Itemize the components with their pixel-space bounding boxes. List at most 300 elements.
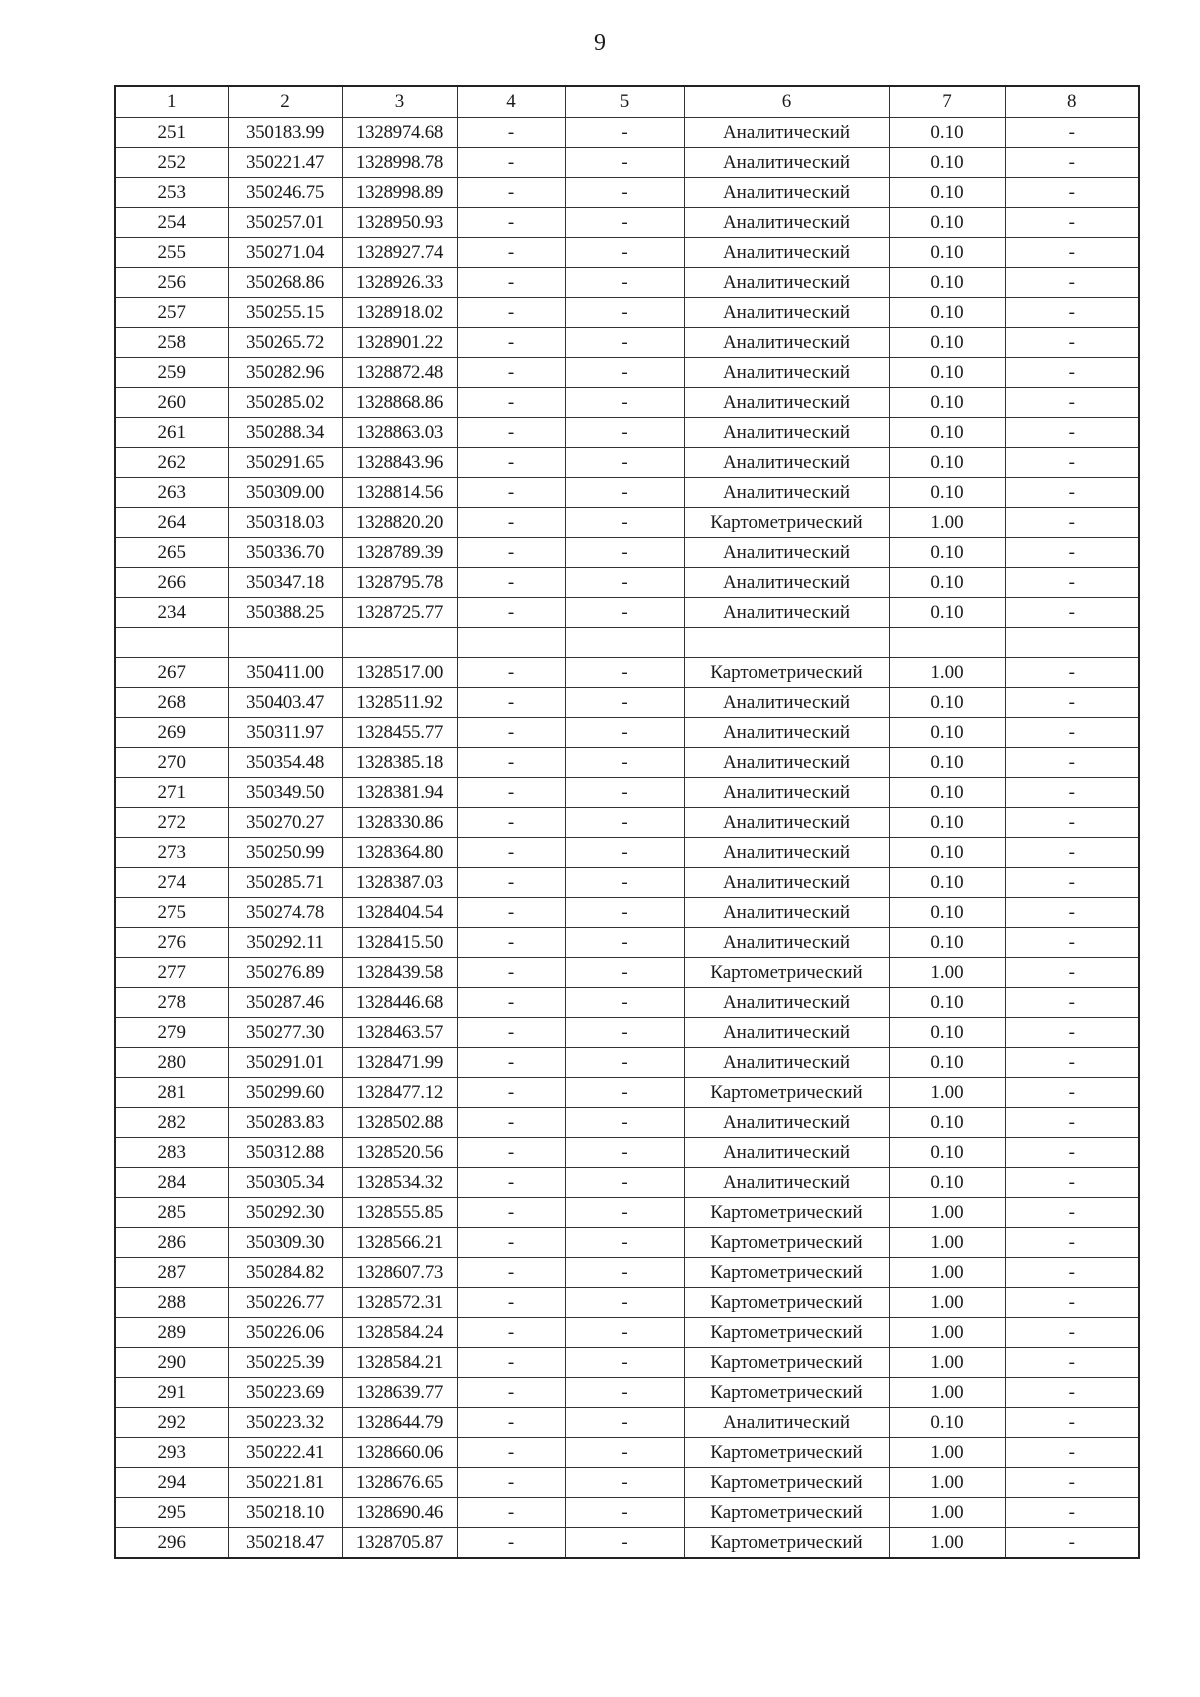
col5-cell: -	[565, 448, 684, 478]
x-coordinate-cell: 350226.77	[228, 1288, 342, 1318]
col8-cell: -	[1005, 1378, 1139, 1408]
accuracy-cell: 1.00	[889, 1348, 1005, 1378]
table-row	[115, 538, 1139, 568]
point-number-cell: 272	[115, 808, 228, 838]
table-row	[115, 1048, 1139, 1078]
accuracy-cell: 0.10	[889, 148, 1005, 178]
col4-cell: -	[457, 568, 565, 598]
col4-cell: -	[457, 748, 565, 778]
x-coordinate-cell: 350299.60	[228, 1078, 342, 1108]
accuracy-cell	[889, 628, 1005, 658]
table-row	[115, 1198, 1139, 1228]
table-row	[115, 268, 1139, 298]
table-row	[115, 448, 1139, 478]
y-coordinate-cell: 1328795.78	[342, 568, 457, 598]
col8-cell: -	[1005, 748, 1139, 778]
col5-cell: -	[565, 268, 684, 298]
table-row	[115, 838, 1139, 868]
x-coordinate-cell: 350223.32	[228, 1408, 342, 1438]
column-header: 8	[1005, 86, 1139, 118]
method-cell: Картометрический	[684, 1078, 889, 1108]
col5-cell: -	[565, 838, 684, 868]
col8-cell: -	[1005, 1048, 1139, 1078]
method-cell: Аналитический	[684, 328, 889, 358]
accuracy-cell: 1.00	[889, 1528, 1005, 1559]
col8-cell: -	[1005, 808, 1139, 838]
method-cell: Аналитический	[684, 748, 889, 778]
method-cell: Картометрический	[684, 658, 889, 688]
method-cell: Аналитический	[684, 238, 889, 268]
column-header: 5	[565, 86, 684, 118]
col8-cell: -	[1005, 1228, 1139, 1258]
col5-cell: -	[565, 1378, 684, 1408]
accuracy-cell: 1.00	[889, 1378, 1005, 1408]
point-number-cell: 278	[115, 988, 228, 1018]
col5-cell: -	[565, 1288, 684, 1318]
y-coordinate-cell: 1328463.57	[342, 1018, 457, 1048]
y-coordinate-cell: 1328872.48	[342, 358, 457, 388]
table-row	[115, 718, 1139, 748]
point-number-cell: 251	[115, 118, 228, 148]
y-coordinate-cell: 1328690.46	[342, 1498, 457, 1528]
y-coordinate-cell: 1328381.94	[342, 778, 457, 808]
col5-cell: -	[565, 958, 684, 988]
accuracy-cell: 0.10	[889, 328, 1005, 358]
col8-cell: -	[1005, 178, 1139, 208]
col8-cell: -	[1005, 1168, 1139, 1198]
x-coordinate-cell: 350218.10	[228, 1498, 342, 1528]
table-row	[115, 238, 1139, 268]
x-coordinate-cell: 350218.47	[228, 1528, 342, 1559]
col5-cell: -	[565, 1078, 684, 1108]
method-cell: Аналитический	[684, 868, 889, 898]
col5-cell: -	[565, 1138, 684, 1168]
accuracy-cell: 0.10	[889, 868, 1005, 898]
table-row	[115, 1078, 1139, 1108]
x-coordinate-cell: 350221.81	[228, 1468, 342, 1498]
table-row	[115, 478, 1139, 508]
col5-cell: -	[565, 568, 684, 598]
x-coordinate-cell: 350347.18	[228, 568, 342, 598]
accuracy-cell: 0.10	[889, 388, 1005, 418]
x-coordinate-cell: 350270.27	[228, 808, 342, 838]
col4-cell: -	[457, 418, 565, 448]
accuracy-cell: 0.10	[889, 568, 1005, 598]
col4-cell: -	[457, 538, 565, 568]
col5-cell: -	[565, 1468, 684, 1498]
point-number-cell: 267	[115, 658, 228, 688]
y-coordinate-cell: 1328566.21	[342, 1228, 457, 1258]
col8-cell: -	[1005, 208, 1139, 238]
table-row	[115, 1318, 1139, 1348]
col8-cell: -	[1005, 568, 1139, 598]
point-number-cell: 273	[115, 838, 228, 868]
point-number-cell: 286	[115, 1228, 228, 1258]
point-number-cell: 261	[115, 418, 228, 448]
accuracy-cell: 0.10	[889, 1138, 1005, 1168]
point-number-cell: 255	[115, 238, 228, 268]
point-number-cell: 296	[115, 1528, 228, 1559]
point-number-cell: 259	[115, 358, 228, 388]
x-coordinate-cell: 350226.06	[228, 1318, 342, 1348]
accuracy-cell: 0.10	[889, 178, 1005, 208]
accuracy-cell: 1.00	[889, 1288, 1005, 1318]
table-row	[115, 1378, 1139, 1408]
table-row	[115, 388, 1139, 418]
col4-cell	[457, 628, 565, 658]
x-coordinate-cell	[228, 628, 342, 658]
y-coordinate-cell: 1328725.77	[342, 598, 457, 628]
col5-cell	[565, 628, 684, 658]
point-number-cell: 277	[115, 958, 228, 988]
y-coordinate-cell: 1328471.99	[342, 1048, 457, 1078]
y-coordinate-cell: 1328789.39	[342, 538, 457, 568]
point-number-cell: 256	[115, 268, 228, 298]
col8-cell: -	[1005, 508, 1139, 538]
col8-cell: -	[1005, 448, 1139, 478]
x-coordinate-cell: 350285.71	[228, 868, 342, 898]
y-coordinate-cell: 1328814.56	[342, 478, 457, 508]
table-row	[115, 808, 1139, 838]
x-coordinate-cell: 350221.47	[228, 148, 342, 178]
x-coordinate-cell: 350354.48	[228, 748, 342, 778]
accuracy-cell: 1.00	[889, 508, 1005, 538]
x-coordinate-cell: 350349.50	[228, 778, 342, 808]
col8-cell: -	[1005, 1348, 1139, 1378]
method-cell: Аналитический	[684, 448, 889, 478]
col8-cell: -	[1005, 1018, 1139, 1048]
y-coordinate-cell: 1328644.79	[342, 1408, 457, 1438]
table-row	[115, 958, 1139, 988]
col8-cell: -	[1005, 268, 1139, 298]
y-coordinate-cell: 1328415.50	[342, 928, 457, 958]
col4-cell: -	[457, 388, 565, 418]
col4-cell: -	[457, 778, 565, 808]
y-coordinate-cell: 1328820.20	[342, 508, 457, 538]
point-number-cell: 283	[115, 1138, 228, 1168]
accuracy-cell: 0.10	[889, 898, 1005, 928]
col4-cell: -	[457, 478, 565, 508]
point-number-cell: 265	[115, 538, 228, 568]
col4-cell: -	[457, 808, 565, 838]
col8-cell: -	[1005, 1468, 1139, 1498]
col5-cell: -	[565, 418, 684, 448]
x-coordinate-cell: 350277.30	[228, 1018, 342, 1048]
method-cell: Картометрический	[684, 1288, 889, 1318]
method-cell: Аналитический	[684, 568, 889, 598]
col5-cell: -	[565, 1048, 684, 1078]
point-number-cell: 288	[115, 1288, 228, 1318]
accuracy-cell: 0.10	[889, 1108, 1005, 1138]
y-coordinate-cell: 1328868.86	[342, 388, 457, 418]
method-cell: Аналитический	[684, 1018, 889, 1048]
table-row	[115, 1528, 1139, 1559]
method-cell: Аналитический	[684, 388, 889, 418]
col4-cell: -	[457, 958, 565, 988]
point-number-cell: 270	[115, 748, 228, 778]
y-coordinate-cell: 1328387.03	[342, 868, 457, 898]
x-coordinate-cell: 350292.11	[228, 928, 342, 958]
col5-cell: -	[565, 238, 684, 268]
col8-cell: -	[1005, 538, 1139, 568]
method-cell: Аналитический	[684, 988, 889, 1018]
col4-cell: -	[457, 718, 565, 748]
table-row	[115, 298, 1139, 328]
table-row	[115, 178, 1139, 208]
table-row	[115, 1108, 1139, 1138]
accuracy-cell: 1.00	[889, 958, 1005, 988]
col4-cell: -	[457, 208, 565, 238]
method-cell: Картометрический	[684, 1438, 889, 1468]
col5-cell: -	[565, 118, 684, 148]
accuracy-cell: 0.10	[889, 688, 1005, 718]
point-number-cell: 295	[115, 1498, 228, 1528]
method-cell: Аналитический	[684, 1168, 889, 1198]
col5-cell: -	[565, 868, 684, 898]
x-coordinate-cell: 350246.75	[228, 178, 342, 208]
y-coordinate-cell: 1328660.06	[342, 1438, 457, 1468]
col4-cell: -	[457, 1378, 565, 1408]
col4-cell: -	[457, 328, 565, 358]
y-coordinate-cell: 1328863.03	[342, 418, 457, 448]
accuracy-cell: 0.10	[889, 1408, 1005, 1438]
x-coordinate-cell: 350318.03	[228, 508, 342, 538]
col4-cell: -	[457, 988, 565, 1018]
y-coordinate-cell: 1328364.80	[342, 838, 457, 868]
y-coordinate-cell: 1328998.89	[342, 178, 457, 208]
point-number-cell: 234	[115, 598, 228, 628]
method-cell: Аналитический	[684, 598, 889, 628]
accuracy-cell: 1.00	[889, 1468, 1005, 1498]
page-number: 9	[594, 30, 606, 56]
table-row	[115, 358, 1139, 388]
col5-cell: -	[565, 1168, 684, 1198]
accuracy-cell: 0.10	[889, 1168, 1005, 1198]
accuracy-cell: 1.00	[889, 1198, 1005, 1228]
col8-cell: -	[1005, 478, 1139, 508]
table-row	[115, 1288, 1139, 1318]
y-coordinate-cell: 1328555.85	[342, 1198, 457, 1228]
y-coordinate-cell: 1328511.92	[342, 688, 457, 718]
coordinates-table	[114, 85, 1140, 1559]
point-number-cell: 269	[115, 718, 228, 748]
col8-cell: -	[1005, 718, 1139, 748]
x-coordinate-cell: 350309.30	[228, 1228, 342, 1258]
method-cell	[684, 628, 889, 658]
point-number-cell: 257	[115, 298, 228, 328]
y-coordinate-cell: 1328950.93	[342, 208, 457, 238]
col4-cell: -	[457, 1438, 565, 1468]
col5-cell: -	[565, 298, 684, 328]
y-coordinate-cell: 1328584.24	[342, 1318, 457, 1348]
column-header: 6	[684, 86, 889, 118]
y-coordinate-cell: 1328439.58	[342, 958, 457, 988]
y-coordinate-cell: 1328404.54	[342, 898, 457, 928]
col8-cell: -	[1005, 1258, 1139, 1288]
point-number-cell: 276	[115, 928, 228, 958]
col8-cell: -	[1005, 1198, 1139, 1228]
y-coordinate-cell: 1328607.73	[342, 1258, 457, 1288]
col4-cell: -	[457, 1078, 565, 1108]
y-coordinate-cell: 1328998.78	[342, 148, 457, 178]
col8-cell: -	[1005, 838, 1139, 868]
table-row	[115, 1138, 1139, 1168]
point-number-cell: 271	[115, 778, 228, 808]
col4-cell: -	[457, 838, 565, 868]
method-cell: Аналитический	[684, 118, 889, 148]
point-number-cell: 279	[115, 1018, 228, 1048]
accuracy-cell: 0.10	[889, 118, 1005, 148]
point-number-cell: 292	[115, 1408, 228, 1438]
table-row	[115, 1408, 1139, 1438]
point-number-cell: 290	[115, 1348, 228, 1378]
accuracy-cell: 0.10	[889, 808, 1005, 838]
column-header: 3	[342, 86, 457, 118]
method-cell: Картометрический	[684, 958, 889, 988]
x-coordinate-cell: 350257.01	[228, 208, 342, 238]
point-number-cell: 274	[115, 868, 228, 898]
y-coordinate-cell: 1328843.96	[342, 448, 457, 478]
point-number-cell: 275	[115, 898, 228, 928]
col5-cell: -	[565, 898, 684, 928]
table-row	[115, 508, 1139, 538]
col5-cell: -	[565, 988, 684, 1018]
table-row	[115, 928, 1139, 958]
y-coordinate-cell	[342, 628, 457, 658]
accuracy-cell: 0.10	[889, 988, 1005, 1018]
y-coordinate-cell: 1328572.31	[342, 1288, 457, 1318]
x-coordinate-cell: 350288.34	[228, 418, 342, 448]
col8-cell: -	[1005, 238, 1139, 268]
col5-cell: -	[565, 1228, 684, 1258]
col4-cell: -	[457, 1258, 565, 1288]
y-coordinate-cell: 1328446.68	[342, 988, 457, 1018]
col5-cell: -	[565, 1348, 684, 1378]
accuracy-cell: 0.10	[889, 838, 1005, 868]
col4-cell: -	[457, 178, 565, 208]
col4-cell: -	[457, 238, 565, 268]
accuracy-cell: 0.10	[889, 718, 1005, 748]
col4-cell: -	[457, 358, 565, 388]
col5-cell: -	[565, 808, 684, 838]
point-number-cell: 268	[115, 688, 228, 718]
col5-cell: -	[565, 538, 684, 568]
y-coordinate-cell: 1328676.65	[342, 1468, 457, 1498]
col8-cell	[1005, 628, 1139, 658]
col5-cell: -	[565, 388, 684, 418]
col5-cell: -	[565, 178, 684, 208]
col8-cell: -	[1005, 928, 1139, 958]
col8-cell: -	[1005, 598, 1139, 628]
table-row	[115, 118, 1139, 148]
point-number-cell	[115, 628, 228, 658]
col5-cell: -	[565, 508, 684, 538]
x-coordinate-cell: 350283.83	[228, 1108, 342, 1138]
x-coordinate-cell: 350250.99	[228, 838, 342, 868]
y-coordinate-cell: 1328918.02	[342, 298, 457, 328]
col5-cell: -	[565, 928, 684, 958]
method-cell: Аналитический	[684, 1108, 889, 1138]
accuracy-cell: 0.10	[889, 598, 1005, 628]
method-cell: Картометрический	[684, 1258, 889, 1288]
table-row	[115, 778, 1139, 808]
method-cell: Аналитический	[684, 718, 889, 748]
col4-cell: -	[457, 1348, 565, 1378]
y-coordinate-cell: 1328901.22	[342, 328, 457, 358]
col5-cell: -	[565, 598, 684, 628]
accuracy-cell: 0.10	[889, 238, 1005, 268]
col5-cell: -	[565, 718, 684, 748]
col8-cell: -	[1005, 1108, 1139, 1138]
method-cell: Картометрический	[684, 1348, 889, 1378]
col8-cell: -	[1005, 958, 1139, 988]
accuracy-cell: 0.10	[889, 1018, 1005, 1048]
x-coordinate-cell: 350223.69	[228, 1378, 342, 1408]
x-coordinate-cell: 350411.00	[228, 658, 342, 688]
x-coordinate-cell: 350271.04	[228, 238, 342, 268]
column-header: 4	[457, 86, 565, 118]
col4-cell: -	[457, 1498, 565, 1528]
method-cell: Аналитический	[684, 688, 889, 718]
col5-cell: -	[565, 328, 684, 358]
table-row	[115, 658, 1139, 688]
x-coordinate-cell: 350285.02	[228, 388, 342, 418]
point-number-cell: 285	[115, 1198, 228, 1228]
col4-cell: -	[457, 1018, 565, 1048]
accuracy-cell: 0.10	[889, 748, 1005, 778]
method-cell: Аналитический	[684, 838, 889, 868]
method-cell: Аналитический	[684, 538, 889, 568]
col8-cell: -	[1005, 688, 1139, 718]
table-row	[115, 688, 1139, 718]
method-cell: Аналитический	[684, 418, 889, 448]
col4-cell: -	[457, 148, 565, 178]
x-coordinate-cell: 350312.88	[228, 1138, 342, 1168]
accuracy-cell: 0.10	[889, 208, 1005, 238]
table-row	[115, 418, 1139, 448]
accuracy-cell: 0.10	[889, 358, 1005, 388]
table-row	[115, 148, 1139, 178]
accuracy-cell: 0.10	[889, 298, 1005, 328]
point-number-cell: 262	[115, 448, 228, 478]
col4-cell: -	[457, 448, 565, 478]
col4-cell: -	[457, 1048, 565, 1078]
x-coordinate-cell: 350222.41	[228, 1438, 342, 1468]
method-cell: Картометрический	[684, 1318, 889, 1348]
table-row	[115, 628, 1139, 658]
col4-cell: -	[457, 1468, 565, 1498]
accuracy-cell: 0.10	[889, 418, 1005, 448]
col4-cell: -	[457, 1228, 565, 1258]
method-cell: Аналитический	[684, 928, 889, 958]
table-row	[115, 1228, 1139, 1258]
col8-cell: -	[1005, 388, 1139, 418]
col5-cell: -	[565, 1198, 684, 1228]
x-coordinate-cell: 350291.65	[228, 448, 342, 478]
point-number-cell: 260	[115, 388, 228, 418]
table-body	[115, 118, 1139, 1559]
x-coordinate-cell: 350225.39	[228, 1348, 342, 1378]
method-cell: Аналитический	[684, 478, 889, 508]
col8-cell: -	[1005, 1138, 1139, 1168]
col5-cell: -	[565, 358, 684, 388]
method-cell: Аналитический	[684, 358, 889, 388]
accuracy-cell: 0.10	[889, 778, 1005, 808]
x-coordinate-cell: 350291.01	[228, 1048, 342, 1078]
col4-cell: -	[457, 298, 565, 328]
y-coordinate-cell: 1328926.33	[342, 268, 457, 298]
col8-cell: -	[1005, 988, 1139, 1018]
